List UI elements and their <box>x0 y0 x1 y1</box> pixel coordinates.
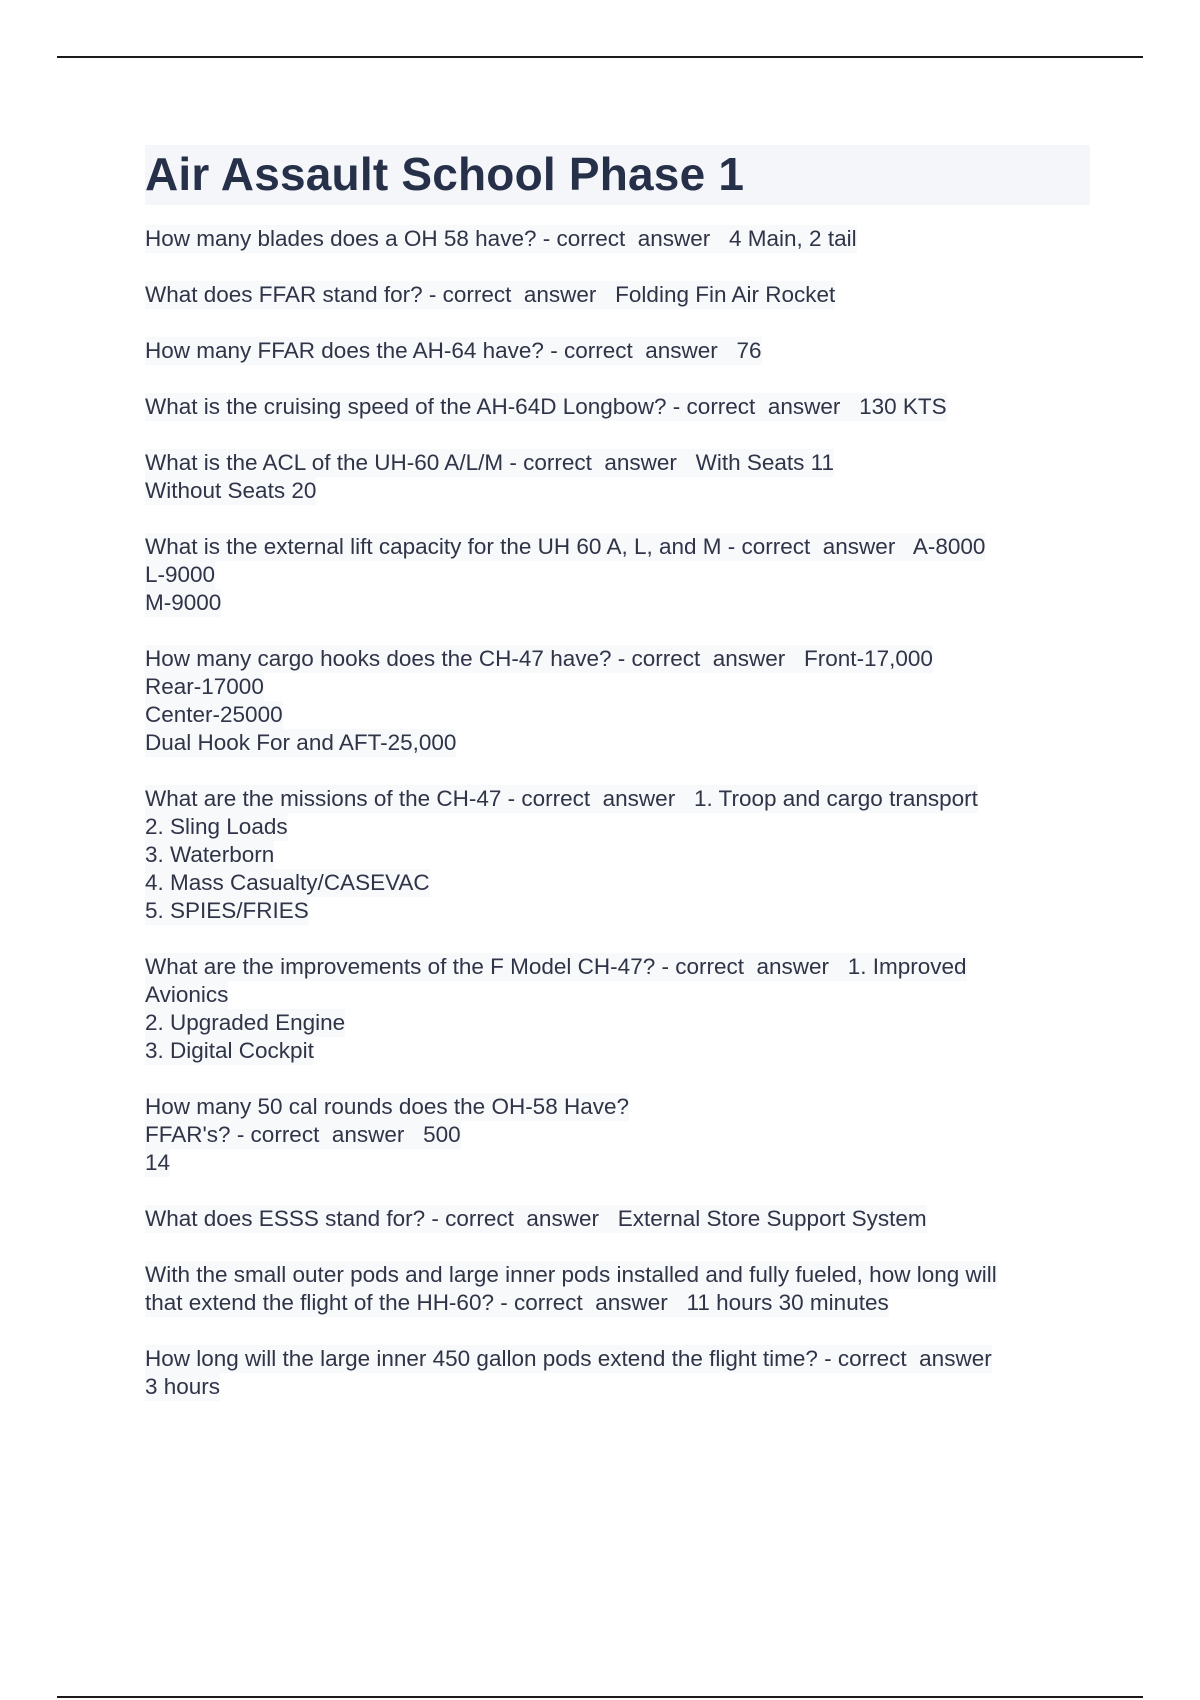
qa-item <box>145 393 1090 421</box>
qa-line: L-9000 <box>145 562 216 587</box>
qa-item <box>145 449 1090 505</box>
qa-line: Rear-17000 <box>145 674 264 699</box>
qa-line: 14 <box>145 1150 171 1175</box>
qa-line: that extend the flight of the HH-60? - correct answer 11 hours 30 minutes <box>145 1290 889 1315</box>
qa-item <box>145 1093 1090 1177</box>
page-title: Air Assault School Phase 1 <box>145 145 1090 205</box>
qa-line: 4. Mass Casualty/CASEVAC <box>145 870 430 895</box>
qa-line: What are the improvements of the F Model CH-47? - correct answer 1. Improved <box>145 954 967 979</box>
qa-line: What is the ACL of the UH-60 A/L/M - correct answer With Seats 11 <box>145 450 835 475</box>
qa-line: What is the external lift capacity for the UH 60 A, L, and M - correct answer A-8000 <box>145 534 986 559</box>
qa-line: What is the cruising speed of the AH-64D Longbow? - correct answer 130 KTS <box>145 394 947 419</box>
qa-line: How many 50 cal rounds does the OH-58 Have? <box>145 1094 630 1119</box>
qa-line: 2. Sling Loads <box>145 814 288 839</box>
qa-line: FFAR's? - correct answer 500 <box>145 1122 461 1147</box>
qa-line: 2. Upgraded Engine <box>145 1010 346 1035</box>
qa-line: 3. Digital Cockpit <box>145 1038 314 1063</box>
qa-line: 5. SPIES/FRIES <box>145 898 309 923</box>
qa-line: How many cargo hooks does the CH-47 have? - correct answer Front-17,000 <box>145 646 933 671</box>
qa-line: Without Seats 20 <box>145 478 317 503</box>
bottom-rule <box>57 1696 1143 1698</box>
qa-line: 3 hours <box>145 1374 221 1399</box>
qa-item <box>145 225 1090 253</box>
qa-item <box>145 281 1090 309</box>
qa-line: How long will the large inner 450 gallon pods extend the flight time? - correct answer <box>145 1346 992 1371</box>
qa-item <box>145 1205 1090 1233</box>
qa-line: 3. Waterborn <box>145 842 275 867</box>
qa-item <box>145 785 1090 925</box>
qa-line: M-9000 <box>145 590 222 615</box>
qa-item <box>145 1261 1090 1317</box>
qa-item <box>145 337 1090 365</box>
qa-line: What does ESSS stand for? - correct answer External Store Support System <box>145 1206 927 1231</box>
qa-item <box>145 645 1090 757</box>
qa-line: Dual Hook For and AFT-25,000 <box>145 730 457 755</box>
qa-item <box>145 1345 1090 1401</box>
qa-line: How many blades does a OH 58 have? - correct answer 4 Main, 2 tail <box>145 226 857 251</box>
qa-item <box>145 953 1090 1065</box>
document-body <box>145 145 1090 1429</box>
qa-line: Avionics <box>145 982 229 1007</box>
qa-item <box>145 533 1090 617</box>
qa-line: With the small outer pods and large inner pods installed and fully fueled, how long will <box>145 1262 997 1287</box>
qa-line: How many FFAR does the AH-64 have? - correct answer 76 <box>145 338 762 363</box>
top-rule <box>57 56 1143 58</box>
qa-line: What are the missions of the CH-47 - correct answer 1. Troop and cargo transport <box>145 786 978 811</box>
qa-line: Center-25000 <box>145 702 283 727</box>
qa-list <box>145 225 1090 1401</box>
qa-line: What does FFAR stand for? - correct answer Folding Fin Air Rocket <box>145 282 836 307</box>
